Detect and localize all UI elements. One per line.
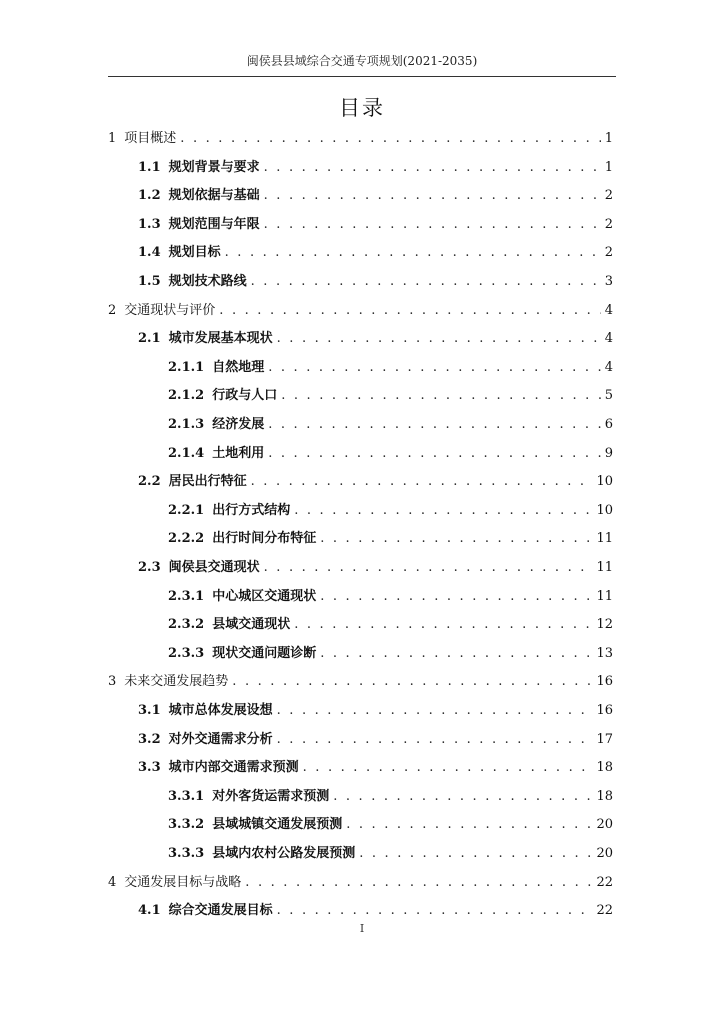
toc-entry-number: 2.3.3 — [168, 645, 205, 661]
toc-title: 目录 — [339, 96, 385, 120]
toc-entry-title: 自然地理 — [212, 359, 265, 375]
toc-entry[interactable] — [138, 558, 613, 578]
toc-entry-title: 规划依据与基础 — [168, 188, 260, 204]
toc-entry-number: 2.1.3 — [168, 417, 205, 432]
toc-entry-page: 10 — [596, 502, 613, 518]
toc-dot-leader — [277, 701, 593, 721]
toc-entry-page: 22 — [596, 874, 613, 890]
toc-entry-number: 3.2 — [138, 731, 161, 747]
toc-entry-number: 1.3 — [138, 216, 161, 232]
toc-dot-leader — [225, 243, 601, 263]
toc-entry-number: 2.2.2 — [168, 531, 205, 547]
toc-entry-number: 3.3.2 — [168, 817, 205, 833]
toc-entry[interactable] — [108, 873, 613, 893]
toc-entry-title: 项目概述 — [124, 131, 177, 146]
toc-entry-page: 22 — [596, 903, 613, 919]
toc-entry-number: 2.1.2 — [168, 388, 205, 404]
toc-dot-leader — [277, 329, 601, 349]
toc-entry-title: 城市总体发展设想 — [168, 703, 273, 718]
toc-entry-page: 11 — [596, 560, 613, 575]
toc-dot-leader — [346, 815, 592, 835]
toc-entry[interactable] — [138, 901, 613, 921]
toc-entry-title: 对外客货运需求预测 — [212, 788, 330, 804]
toc-entry[interactable] — [168, 644, 613, 664]
toc-dot-leader — [294, 501, 592, 521]
toc-entry-page: 6 — [604, 417, 613, 432]
toc-entry-number: 3.1 — [138, 703, 161, 718]
toc-entry-number: 2.3.1 — [168, 588, 205, 604]
toc-entry-number: 1.2 — [138, 188, 161, 204]
toc-entry-page: 10 — [596, 474, 613, 490]
toc-entry[interactable] — [138, 186, 613, 206]
toc-entry[interactable] — [168, 587, 613, 607]
toc-entry[interactable] — [138, 329, 613, 349]
toc-dot-leader — [268, 444, 601, 464]
toc-entry-title: 对外交通需求分析 — [168, 731, 273, 747]
toc-entry[interactable] — [138, 701, 613, 721]
toc-dot-leader — [333, 787, 592, 807]
toc-entry-number: 1.1 — [138, 159, 161, 175]
toc-entry-number: 2.1.1 — [168, 359, 205, 375]
toc-dot-leader — [180, 129, 600, 149]
toc-entry[interactable] — [168, 386, 613, 406]
toc-entry-title: 城市内部交通需求预测 — [168, 760, 299, 776]
toc-entry-title: 规划目标 — [168, 245, 221, 261]
toc-dot-leader — [277, 730, 593, 750]
toc-entry[interactable] — [138, 730, 613, 750]
toc-entry-title: 土地利用 — [212, 445, 265, 461]
toc-entry-number: 3.3 — [138, 760, 161, 776]
toc-entry-number: 2.1 — [138, 331, 161, 347]
running-header: 闽侯县县域综合交通专项规划(2021-2035) — [246, 54, 478, 68]
toc-entry[interactable] — [108, 301, 613, 321]
toc-dot-leader — [251, 472, 593, 492]
toc-entry-page: 4 — [604, 359, 613, 375]
toc-entry-page: 16 — [596, 674, 613, 690]
toc-entry-title: 现状交通问题诊断 — [212, 645, 317, 661]
toc-entry-number: 4.1 — [138, 903, 161, 919]
toc-entry-title: 居民出行特征 — [168, 474, 247, 490]
toc-entry[interactable] — [168, 415, 613, 435]
toc-entry[interactable] — [168, 444, 613, 464]
toc-dot-leader — [320, 529, 592, 549]
toc-entry-page: 18 — [596, 788, 613, 804]
toc-entry-title: 县域城镇交通发展预测 — [212, 817, 343, 833]
toc-dot-leader — [320, 587, 592, 607]
toc-entry-page: 12 — [596, 617, 613, 633]
toc-entry-title: 规划技术路线 — [168, 274, 247, 289]
toc-dot-leader — [294, 615, 592, 635]
toc-entry-title: 城市发展基本现状 — [168, 331, 273, 347]
toc-entry-title: 出行方式结构 — [212, 502, 291, 518]
toc-entry[interactable] — [168, 358, 613, 378]
toc-entry[interactable] — [138, 158, 613, 178]
toc-entry-number: 3.3.1 — [168, 788, 205, 804]
toc-entry-page: 5 — [604, 388, 613, 404]
toc-entry-number: 3.3.3 — [168, 846, 205, 861]
toc-dot-leader — [264, 158, 601, 178]
toc-entry-number: 2.3.2 — [168, 617, 205, 633]
toc-entry-page: 1 — [604, 159, 613, 175]
toc-entry[interactable] — [168, 815, 613, 835]
toc-entry-page: 3 — [604, 274, 613, 289]
toc-dot-leader — [268, 358, 601, 378]
toc-entry-title: 县域内农村公路发展预测 — [212, 846, 356, 861]
toc-entry-number: 1 — [108, 131, 117, 146]
toc-entry-page: 11 — [596, 588, 613, 604]
toc-entry-number: 2 — [108, 302, 117, 318]
toc-entry[interactable] — [138, 758, 613, 778]
toc-entry-title: 经济发展 — [212, 417, 265, 432]
toc-entry-title: 闽侯县交通现状 — [168, 560, 260, 575]
toc-entry-page: 2 — [604, 245, 613, 261]
toc-entry-number: 2.1.4 — [168, 445, 205, 461]
toc-dot-leader — [320, 644, 592, 664]
toc-dot-leader — [264, 186, 601, 206]
toc-entry-title: 交通现状与评价 — [124, 302, 216, 318]
toc-entry-number: 1.5 — [138, 274, 161, 289]
toc-entry-title: 中心城区交通现状 — [212, 588, 317, 604]
toc-dot-leader — [232, 672, 592, 692]
toc-dot-leader — [268, 415, 601, 435]
toc-dot-leader — [251, 272, 601, 292]
toc-entry-number: 2.2 — [138, 474, 161, 490]
toc-dot-leader — [281, 386, 601, 406]
toc-dot-leader — [277, 901, 593, 921]
toc-entry-page: 18 — [596, 760, 613, 776]
toc-entry-title: 规划范围与年限 — [168, 216, 260, 232]
toc-dot-leader — [359, 844, 592, 864]
toc-entry[interactable] — [138, 472, 613, 492]
toc-entry-page: 2 — [604, 216, 613, 232]
toc-entry-title: 县域交通现状 — [212, 617, 291, 633]
toc-dot-leader — [264, 558, 593, 578]
header-divider — [108, 76, 616, 77]
toc-entry-page: 4 — [604, 302, 613, 318]
toc-entry-page: 9 — [604, 445, 613, 461]
toc-entry[interactable] — [168, 787, 613, 807]
toc-entry-title: 出行时间分布特征 — [212, 531, 317, 547]
toc-entry[interactable] — [168, 529, 613, 549]
toc-entry-title: 未来交通发展趋势 — [124, 674, 229, 690]
toc-entry-number: 3 — [108, 674, 117, 690]
toc-entry-title: 行政与人口 — [212, 388, 278, 404]
toc-entry-number: 1.4 — [138, 245, 161, 261]
toc-dot-leader — [264, 215, 601, 235]
toc-entry-page: 11 — [596, 531, 613, 547]
toc-entry-page: 13 — [596, 645, 613, 661]
toc-dot-leader — [245, 873, 592, 893]
toc-entry-page: 16 — [596, 703, 613, 718]
toc-entry[interactable] — [108, 672, 613, 692]
toc-entry[interactable] — [138, 272, 613, 292]
toc-entry-title: 综合交通发展目标 — [168, 903, 273, 919]
toc-entry-page: 20 — [596, 817, 613, 833]
toc-entry[interactable] — [168, 615, 613, 635]
toc-entry[interactable] — [108, 129, 613, 149]
toc-entry-number: 4 — [108, 874, 117, 890]
toc-dot-leader — [303, 758, 593, 778]
toc-entry[interactable] — [168, 501, 613, 521]
toc-entry-page: 1 — [604, 131, 613, 146]
toc-entry[interactable] — [138, 215, 613, 235]
page-number: I — [359, 922, 365, 935]
toc-dot-leader — [219, 301, 600, 321]
toc-entry-page: 2 — [604, 188, 613, 204]
toc-entry-page: 20 — [596, 846, 613, 861]
toc-entry-title: 交通发展目标与战略 — [124, 874, 242, 890]
toc-entry-title: 规划背景与要求 — [168, 159, 260, 175]
toc-entry-page: 17 — [596, 731, 613, 747]
toc-entry[interactable] — [168, 844, 613, 864]
toc-entry-page: 4 — [604, 331, 613, 347]
toc-entry-number: 2.2.1 — [168, 502, 205, 518]
toc-entry[interactable] — [138, 243, 613, 263]
toc-entry-number: 2.3 — [138, 560, 161, 575]
